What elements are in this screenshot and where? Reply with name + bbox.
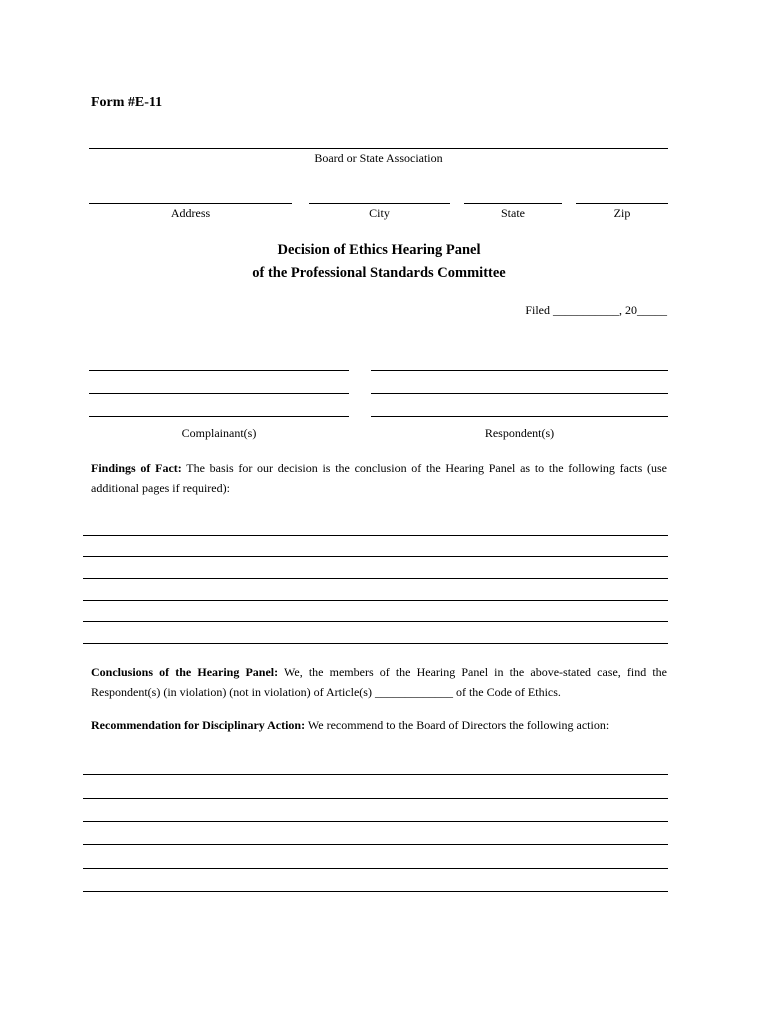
complainant-line	[89, 416, 349, 417]
findings-line	[83, 600, 668, 601]
findings-line	[83, 621, 668, 622]
address-line	[89, 203, 292, 204]
findings-heading: Findings of Fact:	[91, 461, 182, 475]
complainant-line	[89, 393, 349, 394]
findings-line	[83, 578, 668, 579]
findings-line	[83, 643, 668, 644]
city-label: City	[369, 206, 390, 220]
complainant-line	[89, 370, 349, 371]
findings-paragraph	[91, 458, 667, 498]
respondent-label: Respondent(s)	[484, 426, 555, 440]
recommendation-paragraph	[91, 715, 667, 735]
recommendation-line	[83, 891, 668, 892]
respondent-line	[371, 416, 668, 417]
conclusions-text: We, the members of the Hearing Panel in the above-stated case, find the Respondent(s) (in violation) (not in violation) of Article(s) _____________ of the Code of Ethics.	[91, 665, 668, 699]
association-label: Board or State Association	[314, 151, 443, 165]
address-label: Address	[170, 206, 211, 220]
city-line	[309, 203, 450, 204]
filed-date: Filed ___________, 20_____	[525, 303, 667, 317]
complainant-label: Complainant(s)	[181, 426, 257, 440]
findings-text: The basis for our decision is the conclusion of the Hearing Panel as to the following facts (use additional pages if required):	[91, 461, 667, 495]
recommendation-heading: Recommendation for Disciplinary Action:	[91, 718, 306, 732]
respondent-line	[371, 370, 668, 371]
zip-label: Zip	[613, 206, 631, 220]
recommendation-line	[83, 844, 668, 845]
findings-line	[83, 556, 668, 557]
zip-line	[576, 203, 668, 204]
recommendation-line	[83, 868, 668, 869]
document-subtitle: of the Professional Standards Committee	[252, 265, 506, 281]
recommendation-line	[83, 798, 668, 799]
findings-line	[83, 535, 668, 536]
conclusions-heading: Conclusions of the Hearing Panel:	[91, 665, 279, 679]
respondent-line	[371, 393, 668, 394]
recommendation-line	[83, 821, 668, 822]
form-number: Form #E-11	[91, 95, 163, 110]
document-title: Decision of Ethics Hearing Panel	[277, 242, 481, 258]
recommendation-line	[83, 774, 668, 775]
recommendation-text: We recommend to the Board of Directors the following action:	[305, 718, 610, 732]
association-line	[89, 148, 668, 149]
state-label: State	[501, 206, 525, 220]
state-line	[464, 203, 562, 204]
conclusions-paragraph	[91, 662, 667, 702]
